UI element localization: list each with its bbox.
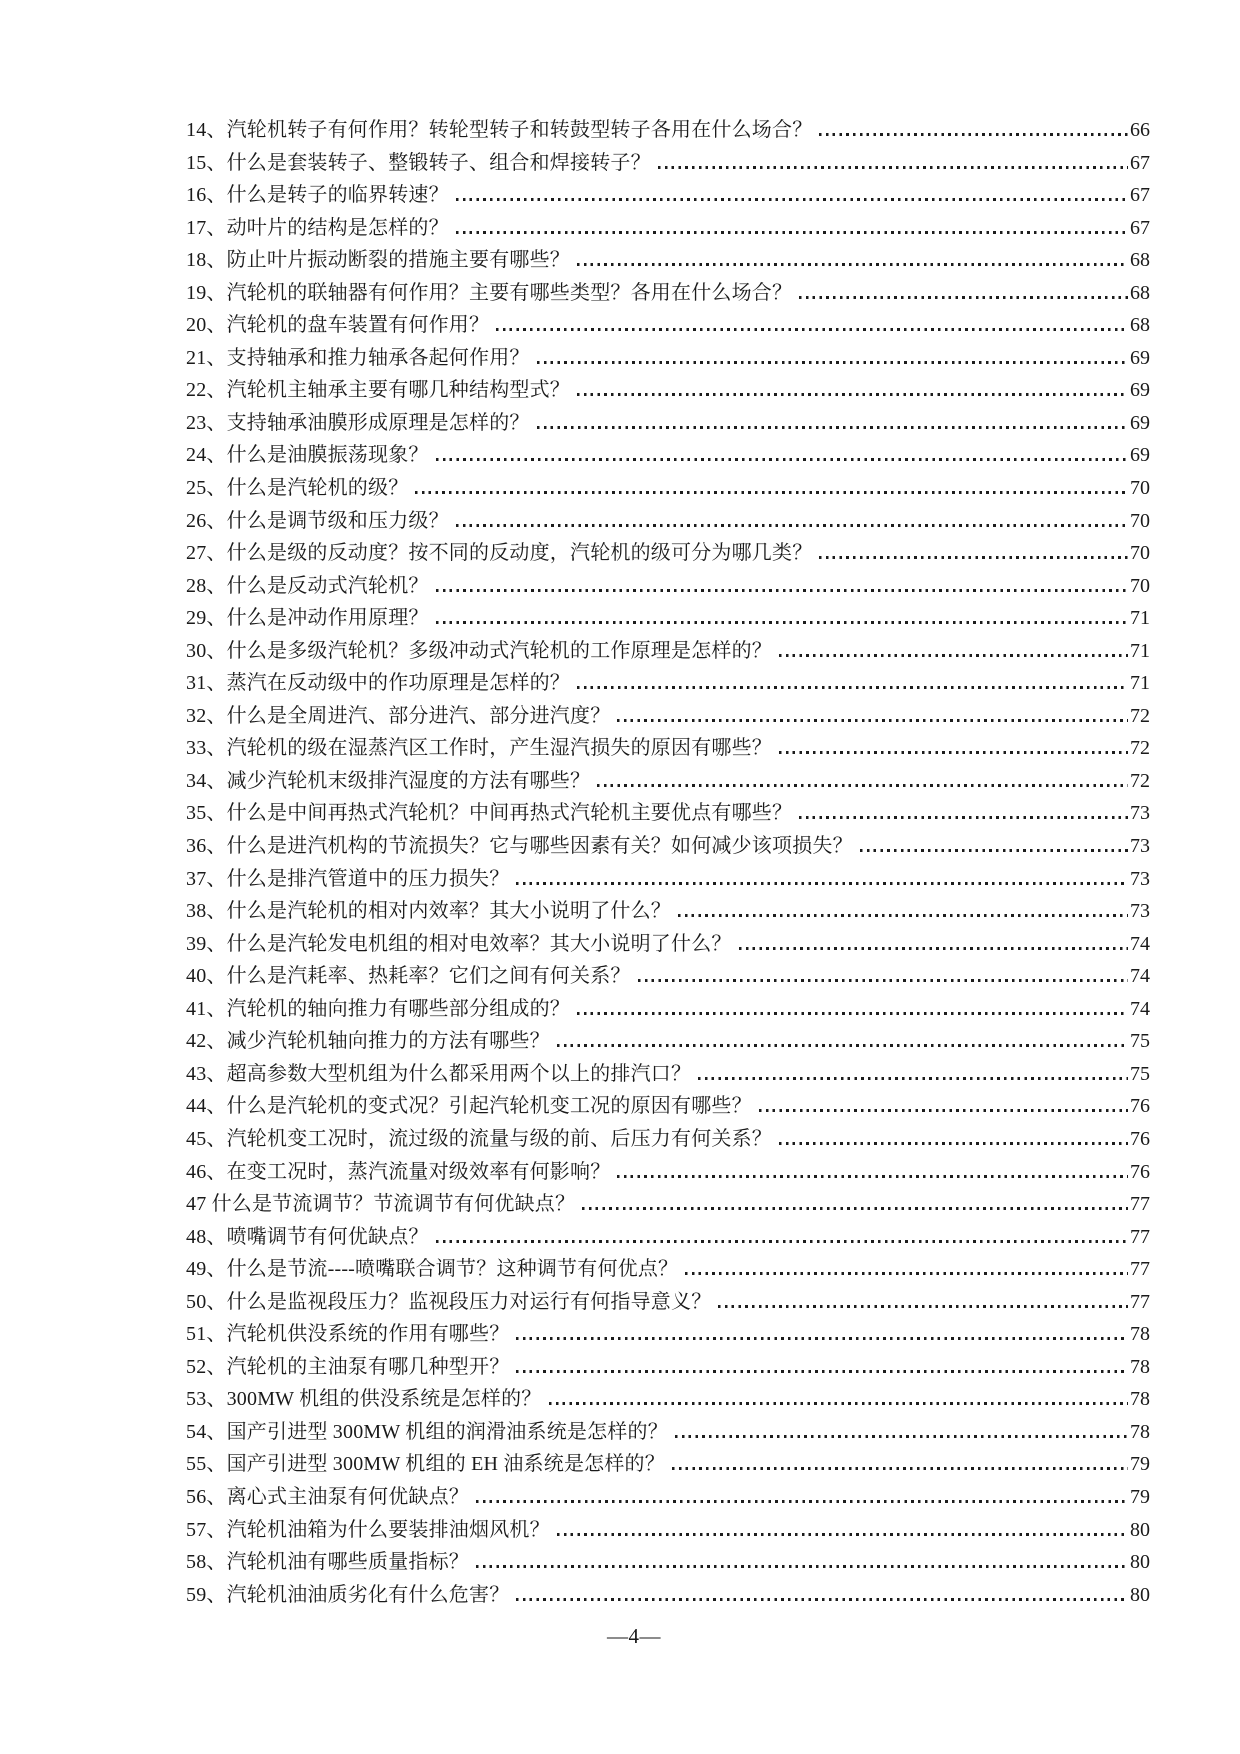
- toc-entry: [186, 1514, 1150, 1547]
- toc-dot-leader: [617, 719, 1128, 722]
- toc-entry-title: 33、汽轮机的级在湿蒸汽区工作时，产生湿汽损失的原因有哪些？: [186, 737, 772, 760]
- toc-entry-title: 17、动叶片的结构是怎样的？: [186, 216, 449, 239]
- toc-entry-title: 43、超高参数大型机组为什么都采用两个以上的排汽口？: [186, 1062, 692, 1085]
- toc-entry-title: 55、国产引进型 300MW 机组的 EH 油系统是怎样的？: [186, 1453, 665, 1476]
- toc-entry-title: 54、国产引进型 300MW 机组的润滑油系统是怎样的？: [186, 1420, 668, 1443]
- toc-entry-title: 58、汽轮机油有哪些质量指标？: [186, 1551, 469, 1574]
- toc-dot-leader: [698, 1077, 1128, 1080]
- toc-dot-leader: [549, 1402, 1129, 1405]
- toc-dot-leader: [436, 458, 1128, 461]
- toc-entry: [186, 1351, 1150, 1384]
- toc-entry: [186, 732, 1150, 765]
- toc-dot-leader: [516, 1337, 1128, 1340]
- toc-entry: [186, 212, 1150, 245]
- toc-entry: [186, 1188, 1150, 1221]
- toc-entry-title: 51、汽轮机供没系统的作用有哪些？: [186, 1323, 510, 1346]
- toc-page-number: 79: [1130, 1485, 1150, 1508]
- toc-entry: [186, 863, 1150, 896]
- toc-entry-title: 15、什么是套装转子、整锻转子、组合和焊接转子？: [186, 151, 651, 174]
- toc-page-number: 80: [1130, 1518, 1150, 1541]
- toc-entry: [186, 1383, 1150, 1416]
- toc-entry: [186, 1546, 1150, 1579]
- toc-entry-title: 32、什么是全周进汽、部分进汽、部分进汽度？: [186, 704, 611, 727]
- toc-dot-leader: [516, 1370, 1128, 1373]
- toc-entry-title: 57、汽轮机油箱为什么要装排油烟风机？: [186, 1518, 550, 1541]
- toc-entry: [186, 374, 1150, 407]
- toc-page-number: 68: [1130, 281, 1150, 304]
- toc-dot-leader: [456, 198, 1128, 201]
- toc-entry-title: 53、300MW 机组的供没系统是怎样的？: [186, 1388, 542, 1411]
- toc-dot-leader: [577, 686, 1128, 689]
- toc-entry-title: 39、什么是汽轮发电机组的相对电效率？其大小说明了什么？: [186, 932, 732, 955]
- toc-entry: [186, 602, 1150, 635]
- toc-entry-title: 45、汽轮机变工况时，流过级的流量与级的前、后压力有何关系？: [186, 1127, 772, 1150]
- toc-page-number: 76: [1130, 1127, 1150, 1150]
- toc-page-number: 71: [1130, 672, 1150, 695]
- toc-entry: [186, 505, 1150, 538]
- toc-entry-title: 27、什么是级的反动度？按不同的反动度，汽轮机的级可分为哪几类？: [186, 542, 813, 565]
- toc-page-number: 72: [1130, 769, 1150, 792]
- toc-dot-leader: [436, 589, 1128, 592]
- toc-page-number: 73: [1130, 900, 1150, 923]
- toc-dot-leader: [577, 263, 1128, 266]
- toc-dot-leader: [675, 1435, 1128, 1438]
- toc-page-number: 77: [1130, 1225, 1150, 1248]
- toc-entry-title: 24、什么是油膜振荡现象？: [186, 444, 429, 467]
- toc-dot-leader: [476, 1500, 1128, 1503]
- toc-page-number: 73: [1130, 867, 1150, 890]
- toc-dot-leader: [718, 1305, 1128, 1308]
- toc-entry-title: 29、什么是冲动作用原理？: [186, 607, 429, 630]
- toc-dot-leader: [537, 361, 1128, 364]
- toc-entry: [186, 1221, 1150, 1254]
- toc-page-number: 70: [1130, 477, 1150, 500]
- toc-entry: [186, 1025, 1150, 1058]
- toc-page-number: 76: [1130, 1160, 1150, 1183]
- toc-entry-title: 28、什么是反动式汽轮机？: [186, 574, 429, 597]
- toc-entry: [186, 1090, 1150, 1123]
- toc-entry-title: 23、支持轴承油膜形成原理是怎样的？: [186, 411, 530, 434]
- toc-entry-title: 59、汽轮机油油质劣化有什么危害？: [186, 1583, 510, 1606]
- toc-entry: [186, 1058, 1150, 1091]
- toc-page-number: 70: [1130, 509, 1150, 532]
- toc-page-number: 66: [1130, 119, 1150, 141]
- toc-dot-leader: [516, 882, 1128, 885]
- toc-dot-leader: [537, 426, 1128, 429]
- toc-entry-title: 31、蒸汽在反动级中的作功原理是怎样的？: [186, 672, 570, 695]
- toc-entry-title: 44、什么是汽轮机的变式况？引起汽轮机变工况的原因有哪些？: [186, 1095, 752, 1118]
- toc-dot-leader: [779, 751, 1128, 754]
- toc-entry: [186, 309, 1150, 342]
- toc-entry: [186, 830, 1150, 863]
- toc-dot-leader: [779, 654, 1128, 657]
- toc-entry: [186, 928, 1150, 961]
- toc-dot-leader: [617, 1175, 1128, 1178]
- toc-entry-title: 36、什么是进汽机构的节流损失？它与哪些因素有关？如何减少该项损失？: [186, 835, 853, 858]
- toc-entry: [186, 960, 1150, 993]
- toc-page-number: 80: [1130, 1551, 1150, 1574]
- toc-page-number: 69: [1130, 444, 1150, 467]
- toc-page-number: 80: [1130, 1583, 1150, 1606]
- toc-dot-leader: [658, 166, 1128, 169]
- toc-dot-leader: [685, 1272, 1128, 1275]
- toc-entry-title: 25、什么是汽轮机的级？: [186, 477, 409, 500]
- toc-page-number: 77: [1130, 1290, 1150, 1313]
- toc-dot-leader: [638, 979, 1128, 982]
- page-footer: [0, 1624, 1240, 1649]
- toc-page-number: 75: [1130, 1030, 1150, 1053]
- toc-entry: [186, 244, 1150, 277]
- toc-entry-title: 35、什么是中间再热式汽轮机？中间再热式汽轮机主要优点有哪些？: [186, 802, 793, 825]
- toc-entry: [186, 277, 1150, 310]
- toc-page-number: 79: [1130, 1453, 1150, 1476]
- toc-entry-title: 49、什么是节流----喷嘴联合调节？这种调节有何优点？: [186, 1258, 679, 1281]
- toc-page-number: 69: [1130, 379, 1150, 402]
- toc-entry: [186, 114, 1150, 147]
- toc-entry: [186, 147, 1150, 180]
- toc-page-number: 71: [1130, 639, 1150, 662]
- toc-entry: [186, 342, 1150, 375]
- toc-entry-title: 50、什么是监视段压力？监视段压力对运行有何指导意义？: [186, 1290, 712, 1313]
- toc-entry: [186, 797, 1150, 830]
- toc-entry: [186, 700, 1150, 733]
- toc-dot-leader: [476, 1565, 1128, 1568]
- toc-dot-leader: [739, 947, 1128, 950]
- toc-entry: [186, 1156, 1150, 1189]
- toc-page-number: 77: [1130, 1193, 1150, 1216]
- toc-page-number: 75: [1130, 1062, 1150, 1085]
- toc-dot-leader: [672, 1467, 1128, 1470]
- toc-dot-leader: [415, 491, 1128, 494]
- toc-entry-title: 46、在变工况时，蒸汽流量对级效率有何影响？: [186, 1160, 611, 1183]
- toc-entry-title: 19、汽轮机的联轴器有何作用？主要有哪些类型？各用在什么场合？: [186, 281, 793, 304]
- toc-dot-leader: [678, 914, 1128, 917]
- toc-dot-leader: [799, 816, 1128, 819]
- toc-entry-title: 26、什么是调节级和压力级？: [186, 509, 449, 532]
- toc-entry-title: 47 什么是节流调节？节流调节有何优缺点？: [186, 1193, 576, 1216]
- toc-dot-leader: [799, 296, 1128, 299]
- toc-entry-title: 20、汽轮机的盘车装置有何作用？: [186, 314, 490, 337]
- toc-page-number: 74: [1130, 997, 1150, 1020]
- toc-entry: [186, 667, 1150, 700]
- toc-entry-title: 42、减少汽轮机轴向推力的方法有哪些？: [186, 1030, 550, 1053]
- toc-page-number: 67: [1130, 184, 1150, 207]
- toc-dot-leader: [557, 1044, 1128, 1047]
- toc-dot-leader: [456, 524, 1128, 527]
- toc-page-number: 73: [1130, 835, 1150, 858]
- toc-entry-title: 34、减少汽轮机末级排汽湿度的方法有哪些？: [186, 769, 591, 792]
- toc-dot-leader: [577, 393, 1128, 396]
- toc-page-number: 67: [1130, 216, 1150, 239]
- toc-entry-title: 52、汽轮机的主油泵有哪几种型开？: [186, 1355, 510, 1378]
- toc-dot-leader: [436, 621, 1128, 624]
- toc-entry: [186, 895, 1150, 928]
- toc-entry-title: 38、什么是汽轮机的相对内效率？其大小说明了什么？: [186, 900, 671, 923]
- toc-dot-leader: [557, 1533, 1128, 1536]
- toc-page-number: 68: [1130, 314, 1150, 337]
- toc-dot-leader: [496, 328, 1128, 331]
- toc-entry: [186, 439, 1150, 472]
- table-of-contents: [186, 114, 1150, 1611]
- toc-page-number: 73: [1130, 802, 1150, 825]
- toc-entry: [186, 1123, 1150, 1156]
- toc-page-number: 78: [1130, 1355, 1150, 1378]
- toc-entry-title: 18、防止叶片振动断裂的措施主要有哪些？: [186, 249, 570, 272]
- toc-page-number: 77: [1130, 1258, 1150, 1281]
- toc-entry: [186, 407, 1150, 440]
- toc-entry: [186, 993, 1150, 1026]
- toc-dot-leader: [577, 1012, 1128, 1015]
- toc-entry: [186, 1318, 1150, 1351]
- toc-entry: [186, 1579, 1150, 1612]
- toc-dot-leader: [860, 849, 1128, 852]
- toc-entry-title: 30、什么是多级汽轮机？多级冲动式汽轮机的工作原理是怎样的？: [186, 639, 772, 662]
- toc-entry-title: 56、离心式主油泵有何优缺点？: [186, 1485, 469, 1508]
- toc-entry: [186, 635, 1150, 668]
- toc-entry: [186, 570, 1150, 603]
- toc-entry: [186, 1286, 1150, 1319]
- toc-dot-leader: [516, 1598, 1128, 1601]
- toc-entry-title: 48、喷嘴调节有何优缺点？: [186, 1225, 429, 1248]
- toc-page-number: 70: [1130, 542, 1150, 565]
- toc-entry-title: 16、什么是转子的临界转速？: [186, 184, 449, 207]
- toc-entry-title: 41、汽轮机的轴向推力有哪些部分组成的？: [186, 997, 570, 1020]
- toc-page-number: 69: [1130, 346, 1150, 369]
- toc-entry-title: 37、什么是排汽管道中的压力损失？: [186, 867, 510, 890]
- toc-entry: [186, 1481, 1150, 1514]
- toc-page-number: 70: [1130, 574, 1150, 597]
- toc-page-number: 76: [1130, 1095, 1150, 1118]
- toc-page-number: 67: [1130, 151, 1150, 174]
- toc-dot-leader: [436, 1240, 1128, 1243]
- toc-entry: [186, 1253, 1150, 1286]
- toc-page-number: 68: [1130, 249, 1150, 272]
- toc-page-number: 69: [1130, 411, 1150, 434]
- toc-entry: [186, 179, 1150, 212]
- toc-dot-leader: [819, 556, 1128, 559]
- toc-entry-title: 40、什么是汽耗率、热耗率？它们之间有何关系？: [186, 965, 631, 988]
- toc-entry-title: 21、支持轴承和推力轴承各起何作用？: [186, 346, 530, 369]
- toc-entry: [186, 1416, 1150, 1449]
- footer-page-number: —4—: [607, 1624, 661, 1648]
- toc-page-number: 71: [1130, 607, 1150, 630]
- toc-dot-leader: [582, 1207, 1128, 1210]
- toc-entry: [186, 537, 1150, 570]
- toc-page-number: 78: [1130, 1420, 1150, 1443]
- toc-dot-leader: [597, 784, 1128, 787]
- toc-dot-leader: [819, 133, 1128, 136]
- toc-page-number: 72: [1130, 737, 1150, 760]
- toc-page-number: 72: [1130, 704, 1150, 727]
- toc-entry: [186, 472, 1150, 505]
- toc-entry: [186, 765, 1150, 798]
- toc-entry-title: 14、汽轮机转子有何作用？转轮型转子和转鼓型转子各用在什么场合？: [186, 119, 813, 141]
- toc-page-number: 78: [1130, 1388, 1150, 1411]
- toc-dot-leader: [779, 1142, 1128, 1145]
- toc-entry-title: 22、汽轮机主轴承主要有哪几种结构型式？: [186, 379, 570, 402]
- toc-dot-leader: [759, 1109, 1128, 1112]
- toc-entry: [186, 1448, 1150, 1481]
- toc-dot-leader: [456, 231, 1128, 234]
- toc-page-number: 78: [1130, 1323, 1150, 1346]
- toc-page-number: 74: [1130, 965, 1150, 988]
- toc-page-number: 74: [1130, 932, 1150, 955]
